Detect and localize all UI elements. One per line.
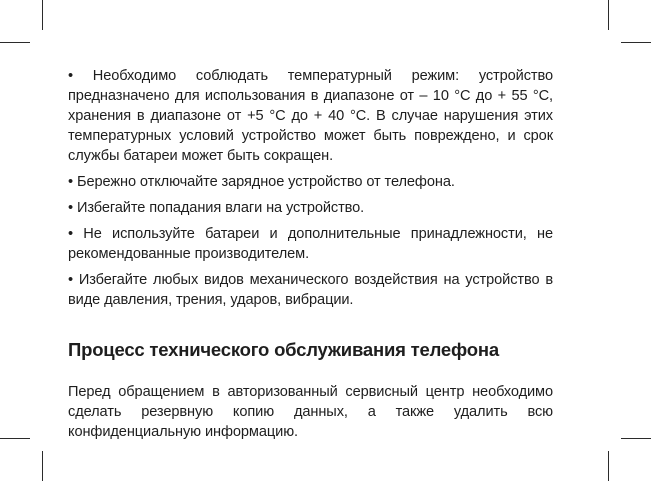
crop-mark-top-right-vertical bbox=[608, 0, 609, 30]
section-heading: Процесс технического обслуживания телефона bbox=[68, 339, 499, 360]
crop-mark-top-right-horizontal bbox=[621, 42, 651, 43]
crop-mark-bottom-left-vertical bbox=[42, 451, 43, 481]
bullet-moisture: • Избегайте попадания влаги на устройство. bbox=[68, 200, 365, 216]
crop-mark-top-left-horizontal bbox=[0, 42, 30, 43]
crop-mark-bottom-right-vertical bbox=[608, 451, 609, 481]
bullet-accessories: • Не используйте батареи и дополнительные принадлежности, не рекомендованные производителем. bbox=[68, 226, 553, 262]
bullet-charger: • Бережно отключайте зарядное устройство от телефона. bbox=[68, 174, 455, 190]
crop-mark-top-left-vertical bbox=[42, 0, 43, 30]
bullet-temperature: • Необходимо соблюдать температурный режим: устройство предназначено для использования в диапазоне от – 10 °С до + 55 °С, хранения в диапазоне от +5 °С до + 40 °С. В случае нарушения этих температурных условий устройство может быть повреждено, и срок службы батареи может быть сокращен. bbox=[68, 68, 553, 164]
crop-mark-bottom-left-horizontal bbox=[0, 438, 30, 439]
crop-mark-bottom-right-horizontal bbox=[621, 438, 651, 439]
section-body: Перед обращением в авторизованный сервисный центр необходимо сделать резервную копию данных, а также удалить всю конфиденциальную информацию. bbox=[68, 384, 553, 440]
page-content bbox=[68, 66, 553, 442]
bullet-mechanical: • Избегайте любых видов механического воздействия на устройство в виде давления, трения, ударов, вибрации. bbox=[68, 272, 553, 308]
